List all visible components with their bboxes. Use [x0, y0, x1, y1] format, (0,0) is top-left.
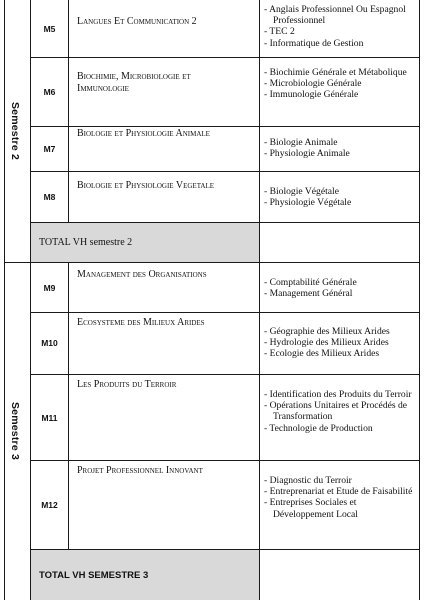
module-element: - Microbiologie Générale — [264, 78, 420, 89]
module-element: - Identification des Produits du Terroir — [264, 389, 414, 400]
module-element: - Comptabilité Générale — [264, 277, 420, 288]
module-element: - Biologie Végétale — [264, 186, 420, 197]
module-element: - Hydrologie des Milieux Arides — [264, 337, 420, 348]
module-element: - Physiologie Végétale — [264, 197, 420, 208]
module-title: Ecosysteme des Milieux Arides — [77, 317, 205, 328]
module-title: Biologie et Physiologie Vegetale — [77, 180, 215, 191]
module-elements — [264, 277, 420, 299]
module-elements — [264, 137, 420, 159]
module-element: - Géographie des Milieux Arides — [264, 326, 420, 337]
code-column-divider — [68, 0, 69, 222]
module-elements — [264, 389, 414, 434]
module-elements — [264, 475, 414, 520]
module-element: - Informatique de Gestion — [264, 38, 420, 49]
semester-3-label: Semestre 3 — [9, 401, 22, 461]
module-code: M9 — [43, 282, 56, 293]
row-divider — [30, 374, 420, 375]
elements-column-divider — [259, 0, 260, 600]
module-title: Les Produits du Terroir — [77, 379, 177, 390]
row-divider — [30, 126, 420, 127]
code-column-divider — [68, 262, 69, 549]
module-element: - Biochimie Générale et Métabolique — [264, 67, 420, 78]
module-title: Projet Professionnel Innovant — [77, 465, 203, 476]
module-element: - Management Général — [264, 288, 420, 299]
row-divider — [30, 57, 420, 58]
semester-2-label: Semestre 2 — [9, 101, 22, 161]
module-elements — [264, 326, 420, 360]
module-element: - Opérations Unitaires et Procédés de Transformation — [264, 400, 414, 422]
semester-2-total-row — [31, 223, 259, 262]
semester-3-total-row — [31, 550, 259, 600]
module-element: - Entreprises Sociales et Développement Local — [264, 497, 414, 519]
module-code: M11 — [41, 412, 58, 423]
total-label: TOTAL VH SEMESTRE 3 — [39, 569, 149, 581]
row-divider — [30, 312, 420, 313]
module-element: - Entreprenariat et Etude de Faisabilité — [264, 486, 414, 497]
module-title: Management des Organisations — [77, 269, 207, 280]
module-code: M6 — [43, 86, 56, 97]
module-element: - Diagnostic du Terroir — [264, 475, 414, 486]
module-title: Biologie et Physiologie Animale — [77, 128, 210, 139]
module-elements — [264, 4, 420, 49]
module-title: Biochimie, Microbiologie et Immunologie — [77, 71, 191, 94]
module-code: M7 — [43, 143, 56, 154]
module-code: M12 — [41, 500, 58, 510]
module-code: M5 — [43, 23, 56, 34]
module-element: - TEC 2 — [264, 26, 420, 37]
module-code: M8 — [43, 191, 56, 202]
row-divider — [30, 460, 420, 461]
total-label: TOTAL VH semestre 2 — [39, 237, 133, 248]
module-elements — [264, 186, 420, 208]
module-element: - Immunologie Générale — [264, 89, 420, 100]
module-element: - Physiologie Animale — [264, 148, 420, 159]
row-divider — [30, 171, 420, 172]
module-element: - Anglais Professionnel Ou Espagnol Professionnel — [264, 4, 420, 26]
module-element: - Technologie de Production — [264, 423, 414, 434]
module-code: M10 — [41, 338, 58, 348]
module-elements — [264, 67, 420, 101]
module-element: - Biologie Animale — [264, 137, 420, 148]
module-title: Langues Et Communication 2 — [77, 16, 197, 27]
module-element: - Ecologie des Milieux Arides — [264, 348, 420, 359]
